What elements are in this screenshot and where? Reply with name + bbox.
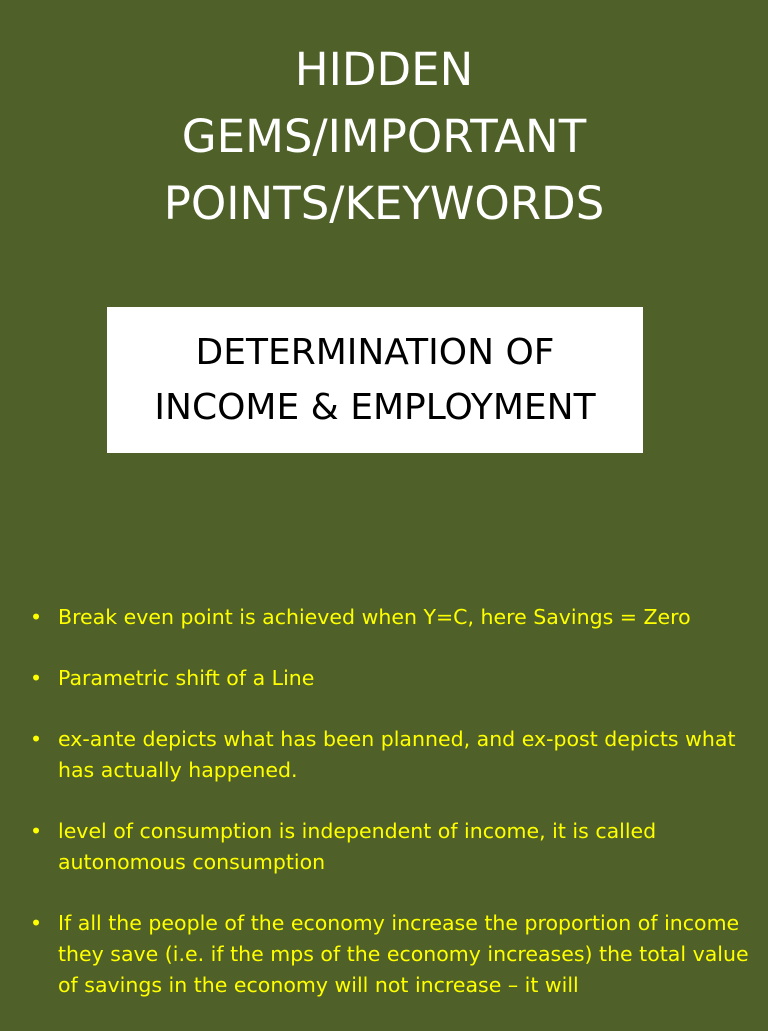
- bullet-item: [30, 602, 750, 633]
- bullet-glyph: •: [30, 911, 43, 935]
- subtitle-text: [154, 325, 595, 435]
- bullet-glyph: •: [30, 727, 43, 751]
- subtitle-line-1: DETERMINATION OF: [195, 332, 555, 373]
- bullet-item: [30, 816, 750, 878]
- title-line-2: GEMS/IMPORTANT: [181, 110, 587, 163]
- bullet-list: [30, 602, 750, 1031]
- bullet-item: [30, 908, 750, 1001]
- bullet-glyph: •: [30, 666, 43, 690]
- title-line-3: POINTS/KEYWORDS: [163, 177, 605, 230]
- bullet-glyph: •: [30, 605, 43, 629]
- subtitle-line-2: INCOME & EMPLOYMENT: [154, 387, 596, 428]
- bullet-text: Parametric shift of a Line: [58, 666, 315, 690]
- bullet-text: level of consumption is independent of income, it is called autonomous consumption: [58, 819, 657, 874]
- bullet-glyph: •: [30, 819, 43, 843]
- bullet-text: ex-ante depicts what has been planned, and ex-post depicts what has actually happened.: [58, 727, 736, 782]
- bullet-item: [30, 724, 750, 786]
- bullet-item: [30, 663, 750, 694]
- slide-title: [0, 36, 768, 237]
- bullet-text: If all the people of the economy increase the proportion of income they save (i.e. if the mps of the economy increases) the total value of savings in the economy will not increase – it will: [58, 911, 749, 997]
- bullet-text: Break even point is achieved when Y=C, here Savings = Zero: [58, 605, 691, 629]
- title-line-1: HIDDEN: [294, 43, 474, 96]
- subtitle-box: [107, 307, 643, 453]
